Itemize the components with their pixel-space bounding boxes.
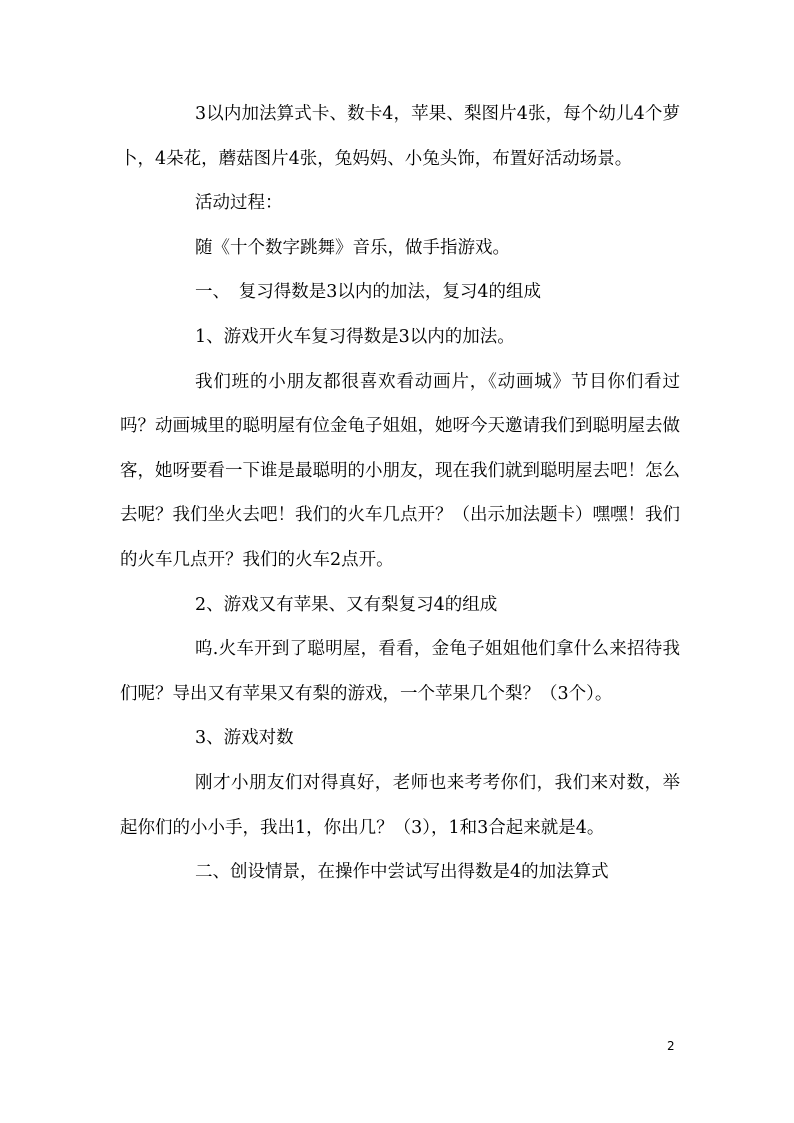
paragraph-activity-process-heading: 活动过程： xyxy=(195,193,283,214)
paragraph-materials: 3以内加法算式卡、数卡4，苹果、梨图片4张，每个幼儿4个萝卜，4朵花，蘑菇图片4张，兔妈妈、小兔头饰，布置好活动场景。 xyxy=(120,104,680,169)
section-heading-1: 一、 复习得数是3以内的加法，复习4的组成 xyxy=(195,282,542,303)
subsection-heading-2: 2、游戏又有苹果、又有梨复习4的组成 xyxy=(195,594,498,615)
paragraph-number-matching: 刚才小朋友们对得真好，老师也来考考你们，我们来对数，举起你们的小小手，我出1，你出几？（3），1和3合起来就是4。 xyxy=(120,772,680,838)
paragraph-apple-pear-game: 呜.火车开到了聪明屋，看看，金龟子姐姐他们拿什么来招待我们呢？导出又有苹果又有梨的游戏，一个苹果几个梨？（3个）。 xyxy=(120,639,680,704)
paragraph-finger-game: 随《十个数字跳舞》音乐，做手指游戏。 xyxy=(195,237,510,258)
page-number: 2 xyxy=(667,1039,675,1053)
subsection-heading-3: 3、游戏对数 xyxy=(195,728,294,749)
section-heading-2: 二、创设情景，在操作中尝试写出得数是4的加法算式 xyxy=(195,862,609,883)
document-body xyxy=(120,92,680,895)
subsection-heading-1: 1、游戏开火车复习得数是3以内的加法。 xyxy=(195,326,515,347)
paragraph-train-game: 我们班的小朋友都很喜欢看动画片，《动画城》节目你们看过吗？动画城里的聪明屋有位金龟子姐姐，她呀今天邀请我们到聪明屋去做客，她呀要看一下谁是最聪明的小朋友，现在我们就到聪明屋去吧！怎么去呢？我们坐火去吧！我们的火车几点开？（出示加法题卡）嘿嘿！我们的火车几点开？我们的火车2点开。 xyxy=(120,371,680,570)
